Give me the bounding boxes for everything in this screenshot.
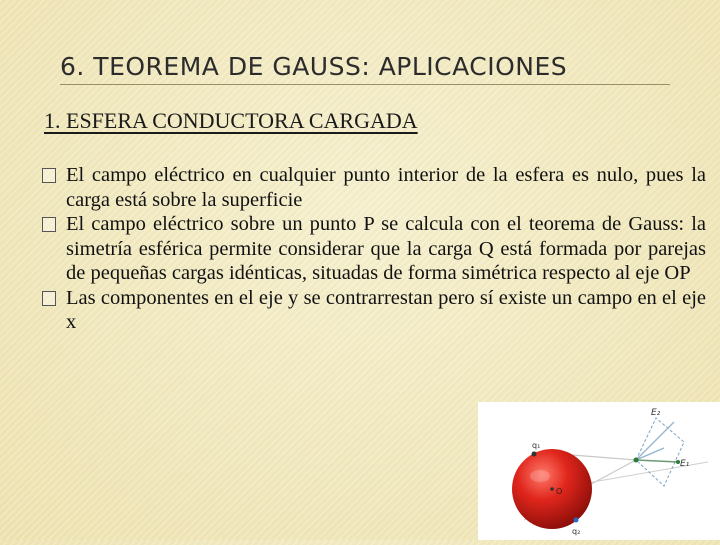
checkbox-bullet-icon bbox=[42, 168, 56, 183]
bullet-text: El campo eléctrico en cualquier punto interior de la esfera es nulo, pues la carga está sobre la superficie bbox=[66, 164, 706, 211]
charge-q1-point bbox=[532, 452, 537, 457]
checkbox-bullet-icon bbox=[42, 291, 56, 306]
label-e2: E₂ bbox=[651, 408, 661, 418]
bullet-item bbox=[42, 286, 706, 335]
section-heading: 1. ESFERA CONDUCTORA CARGADA bbox=[44, 108, 418, 133]
checkbox-bullet-icon bbox=[42, 217, 56, 232]
vector-e2 bbox=[636, 422, 674, 460]
point-p bbox=[634, 458, 639, 463]
bullet-item bbox=[42, 163, 706, 212]
label-q2: q₂ bbox=[572, 527, 581, 536]
bullet-text: El campo eléctrico sobre un punto P se calcula con el teorema de Gauss: la simetría esférica permite considerar que la carga Q está formada por parejas de pequeñas cargas idénticas, situadas de forma simétrica respecto al eje OP bbox=[66, 213, 706, 284]
label-e1: E₁ bbox=[680, 459, 690, 469]
center-o-point bbox=[550, 487, 554, 491]
label-q1: q₁ bbox=[532, 441, 541, 450]
sphere-highlight bbox=[530, 470, 550, 482]
bullet-list bbox=[42, 163, 706, 335]
bullet-item bbox=[42, 212, 706, 286]
diagram-svg bbox=[478, 402, 720, 540]
charge-q2-point bbox=[574, 518, 579, 523]
slide-title: 6. TEOREMA DE GAUSS: APLICACIONES bbox=[60, 52, 568, 81]
bullet-text: Las componentes en el eje y se contrarrestan pero sí existe un campo en el eje x bbox=[66, 286, 706, 333]
vector-e1 bbox=[636, 460, 678, 462]
title-divider bbox=[60, 84, 670, 85]
vector-resultant bbox=[636, 448, 664, 460]
label-o: O bbox=[556, 487, 563, 496]
sphere-field-diagram bbox=[478, 402, 720, 540]
